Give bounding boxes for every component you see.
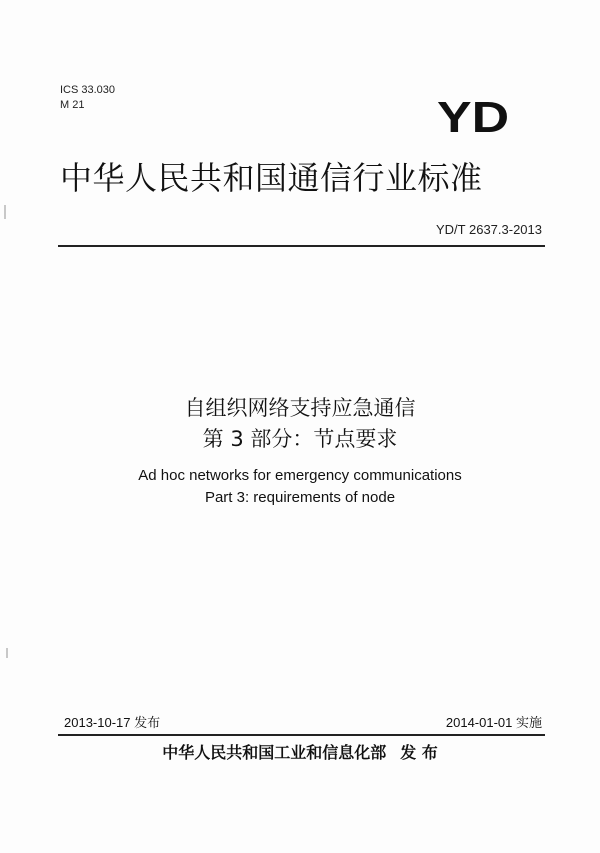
publisher	[0, 740, 600, 763]
publisher-name: 中华人民共和国工业和信息化部	[162, 743, 387, 762]
footer-divider	[58, 734, 545, 736]
document-title-block	[0, 393, 600, 509]
title-en-line1: Ad hoc networks for emergency communications	[138, 467, 462, 484]
publisher-action: 发 布	[400, 743, 438, 762]
ccs-code: M 21	[60, 99, 85, 111]
title-zh-line2: 第 3 部分：节点要求	[202, 427, 398, 451]
issue-date: 2013-10-17 发布	[64, 715, 161, 730]
yd-logo: YD	[437, 93, 510, 142]
classification-codes	[60, 83, 115, 113]
title-en-line2: Part 3: requirements of node	[204, 489, 396, 506]
scan-artifact	[6, 648, 8, 658]
scan-artifact	[4, 205, 6, 219]
agency-title: 中华人民共和国通信行业标准	[60, 159, 483, 197]
standard-number: YD/T 2637.3-2013	[436, 222, 542, 237]
ics-code: ICS 33.030	[60, 84, 116, 96]
header-divider	[58, 245, 545, 247]
implementation-date: 2014-01-01 实施	[445, 715, 542, 730]
title-zh-line1: 自组织网络支持应急通信	[184, 396, 416, 420]
